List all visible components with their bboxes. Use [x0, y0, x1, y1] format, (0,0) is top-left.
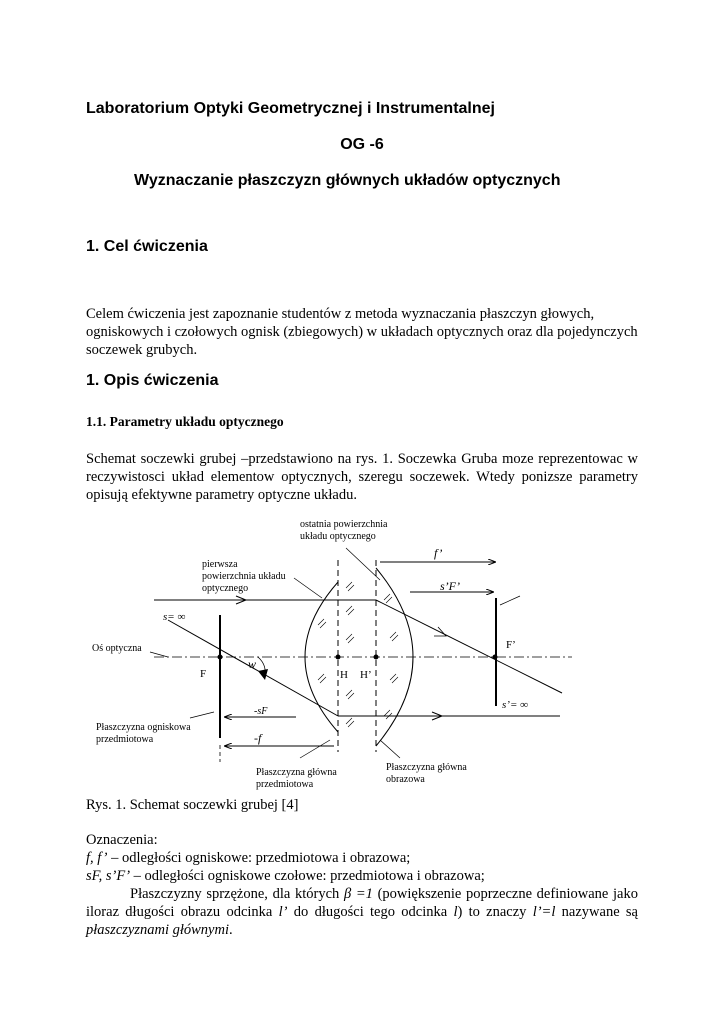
point-F: [218, 655, 223, 660]
text-run: (powiększenie poprzeczne definiowane jako iloraz długości obrazu odcinka: [86, 886, 638, 920]
notation-title: Oznaczenia:: [86, 832, 158, 848]
lab-title: Laboratorium Optyki Geometrycznej i Instrumentalnej: [86, 100, 495, 117]
lens-hatching: [318, 582, 398, 727]
notation-line-2: [86, 867, 485, 885]
label-H-prime: H’: [360, 669, 372, 681]
refracted-ray-image: [376, 600, 562, 693]
text-run: do długości tego odcinka: [287, 904, 454, 920]
principal-planes-paragraph: [86, 885, 638, 939]
label-neg-sf: -sF: [254, 706, 268, 717]
subsection-heading: 1.1. Parametry układu optycznego: [86, 414, 284, 429]
label-F-prime: F’: [506, 639, 516, 651]
section1-heading: 1. Cel ćwiczenia: [86, 238, 208, 255]
label-sf-prime: s’F’: [440, 579, 460, 593]
text-run: Płaszczyzny sprzężone, dla których: [130, 886, 344, 902]
notation-line-1: [86, 849, 410, 867]
text-run: .: [228, 922, 233, 938]
term-principal-planes: płaszczyznami głównymi: [86, 922, 229, 938]
notation-text-sf: – odległości ogniskowe czołowe: przedmiotowa i obrazowa;: [130, 868, 485, 884]
label-optical-axis: Oś optyczna: [92, 643, 142, 654]
notation-sym-f: f, f’: [86, 850, 108, 866]
text-run: nazywane są: [555, 904, 638, 920]
point-H-prime: [374, 655, 379, 660]
symbol-l-prime: l’: [278, 904, 288, 920]
notation-sym-sf: sF, s’F’: [86, 868, 131, 884]
beta-expression: β =1: [343, 886, 373, 902]
section2-heading: 1. Opis ćwiczenia: [86, 372, 219, 389]
label-s-prime-inf: s’= ∞: [502, 699, 528, 711]
label-neg-f: -f: [254, 731, 262, 745]
label-principal-plane-object: Płaszczyzna główna przedmiotowa: [256, 767, 337, 790]
label-first-surface: pierwsza powierzchnia układu optycznego: [202, 559, 286, 594]
exercise-title: Wyznaczanie płaszczyzn głównych układów optycznych: [134, 172, 561, 189]
point-H: [336, 655, 341, 660]
figure-caption: Rys. 1. Schemat soczewki grubej [4]: [86, 797, 299, 813]
section1-paragraph: Celem ćwiczenia jest zapoznanie studentów z metoda wyznaczania płaszczyn głowych, ogniskowych i czołowych ognisk (zbiegowych) w układach optycznych oraz dla pojedynczych soczewek grubych.: [86, 306, 638, 358]
equation-l: l’=l: [532, 904, 556, 920]
symbol-l: l: [453, 904, 458, 920]
label-s-inf: s= ∞: [163, 611, 186, 623]
label-focal-plane: Płaszczyzna ogniskowa przedmiotowa: [96, 722, 191, 745]
label-principal-plane-image: Płaszczyzna główna obrazowa: [386, 762, 467, 785]
label-H: H: [340, 669, 348, 681]
label-w: w: [248, 657, 257, 671]
label-f-prime: f’: [434, 546, 443, 560]
exercise-code: OG -6: [340, 136, 384, 153]
notation-text-f: – odległości ogniskowe: przedmiotowa i obrazowa;: [107, 850, 411, 866]
label-F: F: [200, 668, 207, 680]
label-last-surface: ostatnia powierzchnia układu optycznego: [300, 519, 388, 542]
text-run: ) to znaczy: [457, 904, 533, 920]
section2-paragraph: Schemat soczewki grubej –przedstawiono na rys. 1. Soczewka Gruba moze reprezentowac w reczywistosci układ elementow optycznych, szeregu soczewek. Wtedy ponizsze parametry opisują efektywne parametry optyczne układu.: [86, 451, 638, 503]
